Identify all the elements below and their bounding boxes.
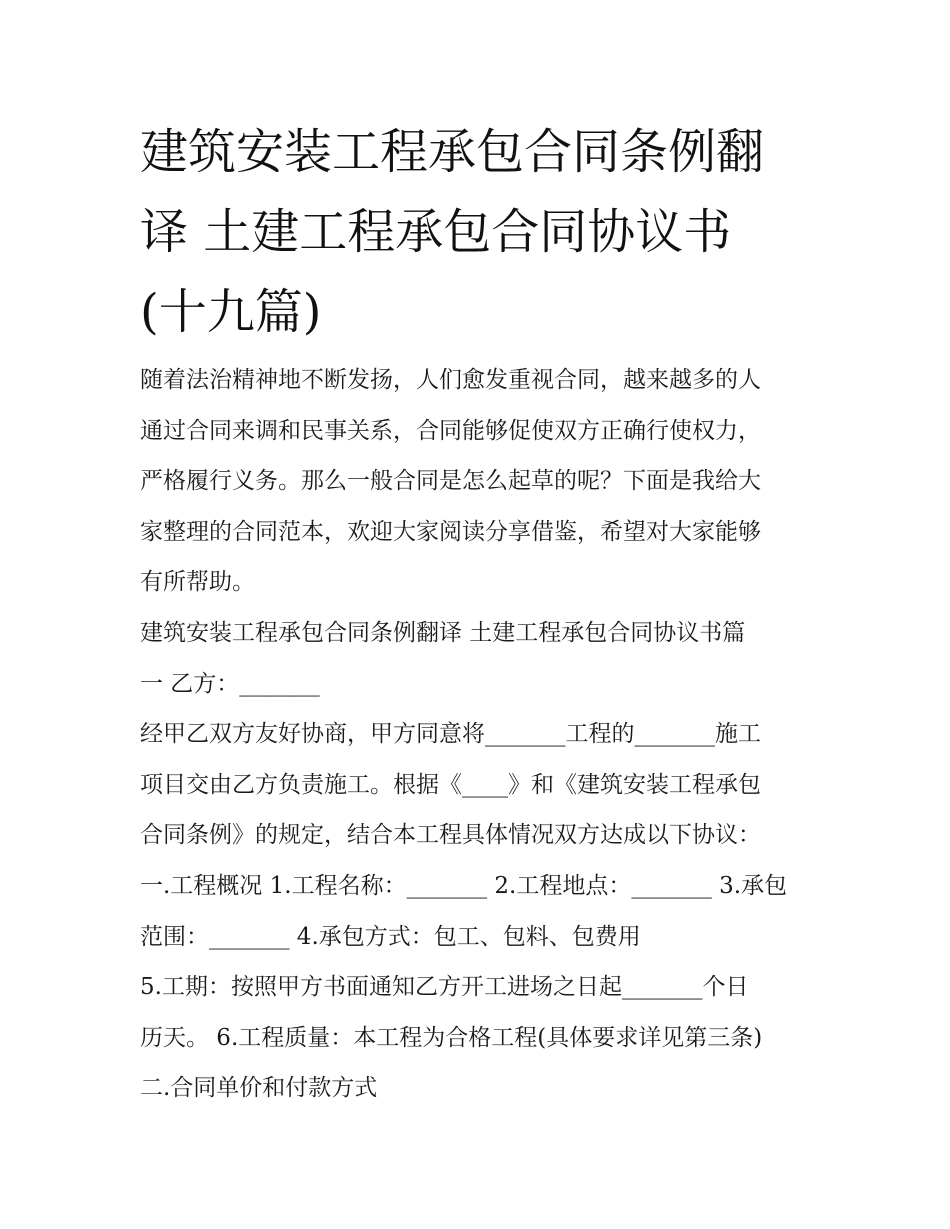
title-line: (十九篇)	[140, 284, 322, 340]
title-line: 译 土建工程承包合同协议书	[140, 204, 732, 260]
intro-line: 有所帮助。	[140, 569, 255, 596]
intro-line: 严格履行义务。那么一般合同是怎么起草的呢？下面是我给大	[140, 468, 761, 495]
contract-line: 5.工期：按照甲方书面通知乙方开工进场之日起_______个日	[140, 974, 749, 1001]
intro-line: 通过合同来调和民事关系，合同能够促使双方正确行使权力，	[140, 417, 761, 444]
contract-line: 历天。 6.工程质量：本工程为合格工程(具体要求详见第三条)	[140, 1024, 763, 1051]
contract-line: 项目交由乙方负责施工。根据《____》和《建筑安装工程承包	[140, 771, 761, 798]
contract-line: 一.工程概况 1.工程名称：_______ 2.工程地点：_______ 3.承包	[140, 872, 788, 899]
section-heading-line: 建筑安装工程承包合同条例翻译 土建工程承包合同协议书篇	[140, 619, 746, 646]
document-title	[140, 112, 820, 352]
contract-line: 经甲乙双方友好协商，甲方同意将_______工程的_______施工	[140, 721, 761, 748]
title-line: 建筑安装工程承包合同条例翻	[140, 124, 765, 180]
contract-line: 二.合同单价和付款方式	[140, 1075, 378, 1102]
section-heading-line: 一 乙方：_______	[140, 670, 320, 697]
contract-line: 范围：_______ 4.承包方式：包工、包料、包费用	[140, 923, 641, 950]
intro-line: 家整理的合同范本，欢迎大家阅读分享借鉴，希望对大家能够	[140, 518, 761, 545]
contract-line: 合同条例》的规定，结合本工程具体情况双方达成以下协议：	[140, 822, 761, 849]
document-body	[140, 355, 820, 1114]
intro-line: 随着法治精神地不断发扬，人们愈发重视合同，越来越多的人	[140, 367, 761, 393]
